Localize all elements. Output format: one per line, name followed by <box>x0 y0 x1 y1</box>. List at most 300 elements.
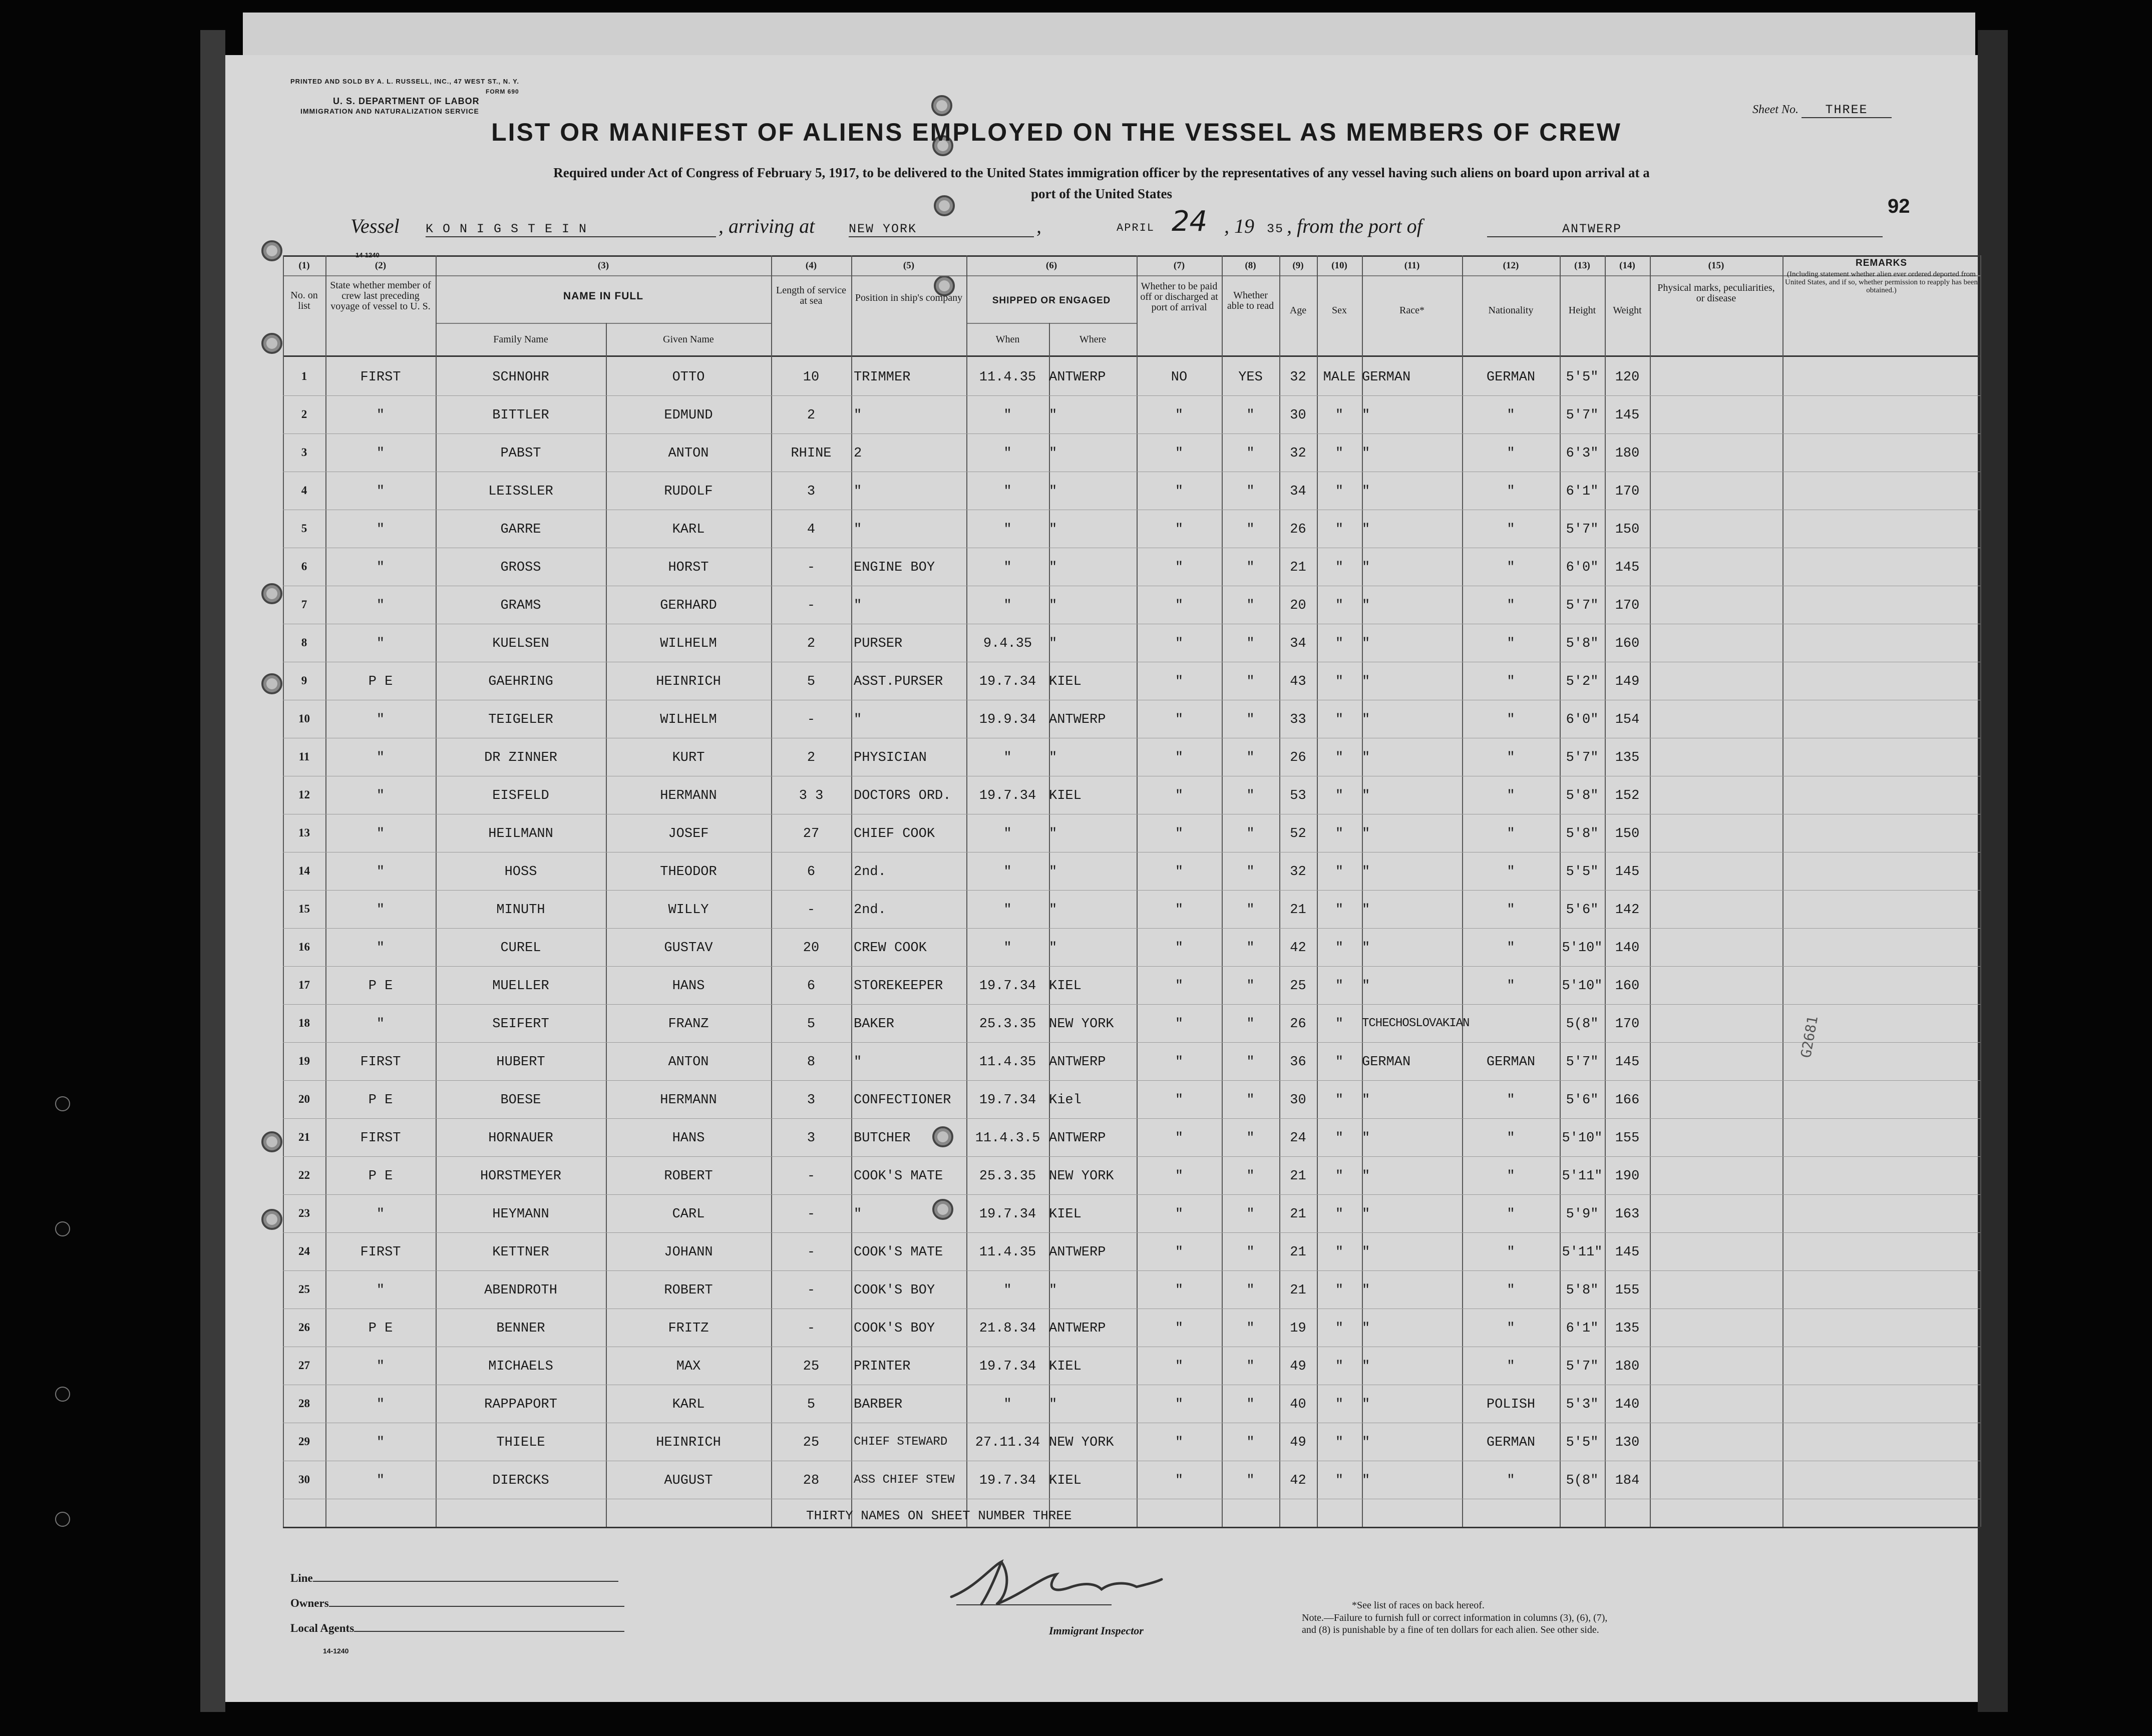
table-row <box>225 358 1978 396</box>
height: 6'0" <box>1566 712 1599 727</box>
shipped-where: " <box>1049 941 1057 956</box>
row-number: 6 <box>301 560 307 573</box>
shipped-when: 19.7.34 <box>979 1473 1036 1488</box>
weight: 160 <box>1615 979 1640 994</box>
row-number: 26 <box>298 1321 310 1334</box>
able-to-read: " <box>1246 1321 1255 1336</box>
given-name: ROBERT <box>664 1283 713 1298</box>
row-number: 11 <box>298 750 310 763</box>
row-number: 30 <box>298 1473 310 1486</box>
col-num: (5) <box>903 260 915 271</box>
page-subtitle-1: Required under Act of Congress of February 5, 1917, to be delivered to the United States immigration officer by the representatives of any vessel having such aliens on board upon arrival at a <box>553 165 1650 180</box>
age: 30 <box>1290 408 1306 423</box>
previous-voyage: " <box>376 560 385 575</box>
position: BAKER <box>854 1017 895 1032</box>
weight: 145 <box>1615 1245 1640 1260</box>
weight: 145 <box>1615 864 1640 880</box>
table-row <box>225 1195 1978 1233</box>
paid-off: " <box>1175 1283 1184 1298</box>
weight: 152 <box>1615 788 1640 803</box>
position: CREW COOK <box>854 941 927 956</box>
paid-off: " <box>1175 1245 1184 1260</box>
length-of-service: - <box>807 1283 816 1298</box>
position: COOK'S BOY <box>854 1321 935 1336</box>
col-num: (14) <box>1619 260 1635 271</box>
paid-off: " <box>1175 903 1184 918</box>
page-subtitle-2: port of the United States <box>1031 186 1172 201</box>
able-to-read: " <box>1246 826 1255 841</box>
previous-voyage: " <box>376 446 385 461</box>
table-row <box>225 1233 1978 1271</box>
nationality: " <box>1507 560 1515 575</box>
height: 6'0" <box>1566 560 1599 575</box>
header-given-name: Given Name <box>663 334 714 345</box>
nationality: " <box>1507 1131 1515 1146</box>
age: 43 <box>1290 674 1306 689</box>
col-num: (15) <box>1708 260 1724 271</box>
weight: 130 <box>1615 1435 1640 1450</box>
paid-off: " <box>1175 1397 1184 1412</box>
table-row <box>225 1347 1978 1385</box>
col-num: (7) <box>1173 260 1185 271</box>
shipped-where: ANTWERP <box>1049 370 1106 385</box>
row-number: 21 <box>298 1131 310 1143</box>
length-of-service: 2 <box>807 636 816 651</box>
nationality: " <box>1507 1245 1515 1260</box>
height: 5'5" <box>1566 864 1599 880</box>
header-shipped-engaged: SHIPPED OR ENGAGED <box>992 295 1111 306</box>
row-number: 28 <box>298 1397 310 1410</box>
position: CHIEF COOK <box>854 826 935 841</box>
age: 33 <box>1290 712 1306 727</box>
header-remarks: REMARKS <box>1855 258 1908 268</box>
grommet <box>261 240 282 261</box>
shipped-when: 11.4.3.5 <box>975 1131 1040 1146</box>
given-name: WILHELM <box>660 712 717 727</box>
able-to-read: YES <box>1238 370 1263 385</box>
sex: " <box>1335 408 1344 423</box>
sex: " <box>1335 1435 1344 1450</box>
header-sex: Sex <box>1332 305 1347 316</box>
length-of-service: 28 <box>803 1473 820 1488</box>
weight: 120 <box>1615 370 1640 385</box>
sex: " <box>1335 826 1344 841</box>
previous-voyage: " <box>376 750 385 765</box>
position: " <box>854 408 862 423</box>
height: 5'8" <box>1566 636 1599 651</box>
paid-off: " <box>1175 979 1184 994</box>
length-of-service: 3 <box>807 1131 816 1146</box>
arrival-port: NEW YORK <box>849 222 1034 237</box>
previous-voyage: " <box>376 903 385 918</box>
family-name: HORNAUER <box>488 1131 553 1146</box>
given-name: ROBERT <box>664 1169 713 1184</box>
previous-voyage: " <box>376 484 385 499</box>
row-number: 24 <box>298 1245 310 1257</box>
able-to-read: " <box>1246 1017 1255 1032</box>
shipped-where: " <box>1049 864 1057 880</box>
paid-off: " <box>1175 522 1184 537</box>
length-of-service: 25 <box>803 1435 820 1450</box>
position: STOREKEEPER <box>854 979 943 994</box>
length-of-service: - <box>807 712 816 727</box>
given-name: AUGUST <box>664 1473 713 1488</box>
position: BARBER <box>854 1397 903 1412</box>
nationality: " <box>1507 1321 1515 1336</box>
able-to-read: " <box>1246 712 1255 727</box>
given-name: ANTON <box>668 1055 709 1070</box>
able-to-read: " <box>1246 598 1255 613</box>
height: 5'3" <box>1566 1397 1599 1412</box>
weight: 150 <box>1615 826 1640 841</box>
length-of-service: 5 <box>807 1397 816 1412</box>
nationality: " <box>1507 674 1515 689</box>
height: 5'5" <box>1566 1435 1599 1450</box>
age: 30 <box>1290 1093 1306 1108</box>
row-number: 14 <box>298 864 310 877</box>
sex: " <box>1335 1055 1344 1070</box>
sex: " <box>1335 1397 1344 1412</box>
family-name: GROSS <box>500 560 541 575</box>
race: " <box>1362 826 1370 841</box>
table-row <box>225 586 1978 624</box>
row-number: 10 <box>298 712 310 725</box>
paid-off: NO <box>1171 370 1188 385</box>
age: 21 <box>1290 1207 1306 1222</box>
shipped-where: KIEL <box>1049 1207 1082 1222</box>
col-num: (11) <box>1404 260 1420 271</box>
family-name: KUELSEN <box>492 636 549 651</box>
year-prefix: , 19 <box>1224 215 1254 237</box>
row-number: 29 <box>298 1435 310 1448</box>
header-race: Race* <box>1399 305 1424 316</box>
weight: 180 <box>1615 446 1640 461</box>
height: 5(8" <box>1566 1017 1599 1032</box>
form-code-header: 14-1240 <box>355 251 380 259</box>
printer-line: PRINTED AND SOLD BY A. L. RUSSELL, INC., 47 WEST ST., N. Y. <box>290 78 519 85</box>
sex: " <box>1335 1093 1344 1108</box>
previous-voyage: FIRST <box>360 1055 401 1070</box>
race: GERMAN <box>1362 1055 1411 1070</box>
given-name: KURT <box>672 750 705 765</box>
paid-off: " <box>1175 941 1184 956</box>
position: 2 <box>854 446 862 461</box>
family-name: KETTNER <box>492 1245 549 1260</box>
header-remarks-note: (Including statement whether alien ever ordered deported from United States, and if so, whether permission to reapply has been obtained.) <box>1785 270 1978 294</box>
nationality: GERMAN <box>1486 1055 1536 1070</box>
length-of-service: - <box>807 1245 816 1260</box>
previous-voyage: P E <box>368 1169 393 1184</box>
row-number: 5 <box>301 522 307 535</box>
race: " <box>1362 1397 1370 1412</box>
shipped-when: " <box>1003 750 1012 765</box>
race: " <box>1362 941 1370 956</box>
nationality: " <box>1507 1359 1515 1374</box>
sex: " <box>1335 1283 1344 1298</box>
given-name: GERHARD <box>660 598 717 613</box>
family-name: BITTLER <box>492 408 549 423</box>
able-to-read: " <box>1246 1359 1255 1374</box>
previous-voyage: " <box>376 941 385 956</box>
table-row <box>225 1119 1978 1157</box>
shipped-when: 21.8.34 <box>979 1321 1036 1336</box>
age: 53 <box>1290 788 1306 803</box>
able-to-read: " <box>1246 522 1255 537</box>
nationality: GERMAN <box>1486 1435 1536 1450</box>
shipped-when: " <box>1003 484 1012 499</box>
position: ENGINE BOY <box>854 560 935 575</box>
row-number: 22 <box>298 1169 310 1181</box>
family-name: PABST <box>500 446 541 461</box>
departure-port: ANTWERP <box>1487 222 1883 237</box>
shipped-where: NEW YORK <box>1049 1435 1114 1450</box>
age: 26 <box>1290 1017 1306 1032</box>
able-to-read: " <box>1246 1131 1255 1146</box>
height: 5'5" <box>1566 370 1599 385</box>
family-name: SCHNOHR <box>492 370 549 385</box>
previous-voyage: " <box>376 1397 385 1412</box>
previous-voyage: " <box>376 1283 385 1298</box>
position: ASST.PURSER <box>854 674 943 689</box>
sex: " <box>1335 750 1344 765</box>
table-row <box>225 1271 1978 1309</box>
length-of-service: 3 <box>807 484 816 499</box>
shipped-when: 11.4.35 <box>979 1055 1036 1070</box>
weight: 145 <box>1615 408 1640 423</box>
header-bottom-rule <box>283 355 1980 357</box>
department-name: U. S. DEPARTMENT OF LABOR <box>333 96 480 106</box>
weight: 135 <box>1615 750 1640 765</box>
length-of-service: 10 <box>803 370 820 385</box>
previous-voyage: P E <box>368 674 393 689</box>
shipped-when: 19.7.34 <box>979 788 1036 803</box>
height: 5'8" <box>1566 1283 1599 1298</box>
race: " <box>1362 1169 1370 1184</box>
length-of-service: 27 <box>803 826 820 841</box>
table-row <box>225 1385 1978 1423</box>
sex: " <box>1335 1359 1344 1374</box>
sex: " <box>1335 979 1344 994</box>
age: 25 <box>1290 979 1306 994</box>
nationality: " <box>1507 826 1515 841</box>
manifest-page <box>225 55 1978 1702</box>
race: " <box>1362 446 1370 461</box>
col-num: (2) <box>375 260 387 271</box>
table-row <box>225 700 1978 738</box>
header-where: Where <box>1079 334 1107 345</box>
table-row <box>225 967 1978 1005</box>
position: " <box>854 712 862 727</box>
race: " <box>1362 674 1370 689</box>
table-row <box>225 1461 1978 1499</box>
race: " <box>1362 712 1370 727</box>
col-num: (12) <box>1503 260 1519 271</box>
height: 6'1" <box>1566 484 1599 499</box>
previous-voyage: " <box>376 1473 385 1488</box>
shipped-where: ANTWERP <box>1049 712 1106 727</box>
position: " <box>854 598 862 613</box>
race: " <box>1362 1283 1370 1298</box>
sex: " <box>1335 560 1344 575</box>
able-to-read: " <box>1246 1397 1255 1412</box>
weight: 140 <box>1615 1397 1640 1412</box>
able-to-read: " <box>1246 903 1255 918</box>
row-number: 1 <box>301 370 307 382</box>
nationality: " <box>1507 1283 1515 1298</box>
age: 49 <box>1290 1435 1306 1450</box>
closing-line: THIRTY NAMES ON SHEET NUMBER THREE <box>806 1508 1072 1523</box>
row-number: 2 <box>301 408 307 420</box>
table-row <box>225 1005 1978 1043</box>
header-paid-off: Whether to be paid off or discharged at port of arrival <box>1140 281 1218 313</box>
paid-off: " <box>1175 864 1184 880</box>
row-number: 17 <box>298 979 310 991</box>
shipped-where: " <box>1049 903 1057 918</box>
row-number: 16 <box>298 941 310 953</box>
weight: 170 <box>1615 484 1640 499</box>
age: 49 <box>1290 1359 1306 1374</box>
height: 5'7" <box>1566 408 1599 423</box>
paid-off: " <box>1175 1473 1184 1488</box>
race: " <box>1362 408 1370 423</box>
position: 2nd. <box>854 903 886 918</box>
previous-voyage: " <box>376 1359 385 1374</box>
header-no-on-list: No. on list <box>290 290 318 311</box>
nationality: " <box>1507 636 1515 651</box>
age: 20 <box>1290 598 1306 613</box>
comma: , <box>1036 215 1041 237</box>
race: " <box>1362 788 1370 803</box>
family-name: HORSTMEYER <box>480 1169 562 1184</box>
nationality: " <box>1507 979 1515 994</box>
shipped-where: KIEL <box>1049 1359 1082 1374</box>
inspector-signature <box>946 1557 1167 1612</box>
nationality: " <box>1507 598 1515 613</box>
given-name: MAX <box>676 1359 701 1374</box>
weight: 154 <box>1615 712 1640 727</box>
age: 42 <box>1290 1473 1306 1488</box>
sex: " <box>1335 712 1344 727</box>
length-of-service: - <box>807 560 816 575</box>
given-name: HERMANN <box>660 788 717 803</box>
binder-hole <box>55 1221 70 1236</box>
family-name: SEIFERT <box>492 1017 549 1032</box>
family-name: MUELLER <box>492 979 549 994</box>
shipped-when: 19.9.34 <box>979 712 1036 727</box>
age: 21 <box>1290 903 1306 918</box>
given-name: KARL <box>672 1397 705 1412</box>
family-name: HUBERT <box>496 1055 545 1070</box>
height: 5'6" <box>1566 903 1599 918</box>
paid-off: " <box>1175 446 1184 461</box>
family-name: MICHAELS <box>488 1359 553 1374</box>
race: " <box>1362 1207 1370 1222</box>
race: GERMAN <box>1362 370 1411 385</box>
paid-off: " <box>1175 1093 1184 1108</box>
able-to-read: " <box>1246 674 1255 689</box>
race: " <box>1362 1473 1370 1488</box>
shipped-when: 19.7.34 <box>979 674 1036 689</box>
position: PRINTER <box>854 1359 911 1374</box>
weight: 170 <box>1615 1017 1640 1032</box>
page-title: LIST OR MANIFEST OF ALIENS EMPLOYED ON THE VESSEL AS MEMBERS OF CREW <box>491 118 1622 146</box>
shipped-where: Kiel <box>1049 1093 1082 1108</box>
sex: " <box>1335 1017 1344 1032</box>
position: PHYSICIAN <box>854 750 927 765</box>
shipped-where: " <box>1049 1283 1057 1298</box>
length-of-service: - <box>807 1169 816 1184</box>
sex: " <box>1335 941 1344 956</box>
family-name: RAPPAPORT <box>484 1397 557 1412</box>
race-footnote: *See list of races on back hereof. <box>1352 1600 1485 1611</box>
height: 6'3" <box>1566 446 1599 461</box>
given-name: HORST <box>668 560 709 575</box>
position: COOK'S MATE <box>854 1169 943 1184</box>
paid-off: " <box>1175 1131 1184 1146</box>
able-to-read: " <box>1246 864 1255 880</box>
age: 34 <box>1290 636 1306 651</box>
previous-voyage: FIRST <box>360 370 401 385</box>
family-name: HEYMANN <box>492 1207 549 1222</box>
row-number: 3 <box>301 446 307 459</box>
col-rule <box>1980 255 1981 1527</box>
col-num: (10) <box>1331 260 1347 271</box>
weight: 166 <box>1615 1093 1640 1108</box>
col-num: (3) <box>597 260 609 271</box>
right-paper-edge <box>1978 30 2008 1712</box>
table-row <box>225 624 1978 662</box>
height: 5'10" <box>1562 979 1603 994</box>
height: 5'10" <box>1562 941 1603 956</box>
able-to-read: " <box>1246 636 1255 651</box>
previous-voyage: " <box>376 522 385 537</box>
shipped-where: " <box>1049 408 1057 423</box>
shipped-when: 19.7.34 <box>979 1093 1036 1108</box>
height: 5'7" <box>1566 750 1599 765</box>
col-num: (6) <box>1045 260 1057 271</box>
left-paper-edge <box>200 30 225 1712</box>
line-label: Line <box>290 1572 618 1585</box>
previous-voyage: " <box>376 788 385 803</box>
table-row <box>225 548 1978 586</box>
given-name: HERMANN <box>660 1093 717 1108</box>
sex: " <box>1335 864 1344 880</box>
shipped-when: " <box>1003 826 1012 841</box>
arrival-day: 24 <box>1172 205 1208 238</box>
shipped-where: " <box>1049 636 1057 651</box>
paid-off: " <box>1175 1435 1184 1450</box>
shipped-when: " <box>1003 408 1012 423</box>
header-previous-voyage: State whether member of crew last preceding voyage of vessel to U. S. <box>330 280 431 312</box>
shipped-when: " <box>1003 903 1012 918</box>
row-number: 19 <box>298 1055 310 1067</box>
age: 21 <box>1290 1245 1306 1260</box>
shipped-when: " <box>1003 941 1012 956</box>
shipped-where: " <box>1049 750 1057 765</box>
race: " <box>1362 1321 1370 1336</box>
shipped-where: " <box>1049 598 1057 613</box>
weight: 142 <box>1615 903 1640 918</box>
sex: " <box>1335 674 1344 689</box>
sheet-value: THREE <box>1802 103 1892 118</box>
given-name: WILLY <box>668 903 709 918</box>
sex: " <box>1335 788 1344 803</box>
col-num: (4) <box>805 260 817 271</box>
shipped-when: " <box>1003 1397 1012 1412</box>
paid-off: " <box>1175 1017 1184 1032</box>
given-name: JOSEF <box>668 826 709 841</box>
weight: 149 <box>1615 674 1640 689</box>
